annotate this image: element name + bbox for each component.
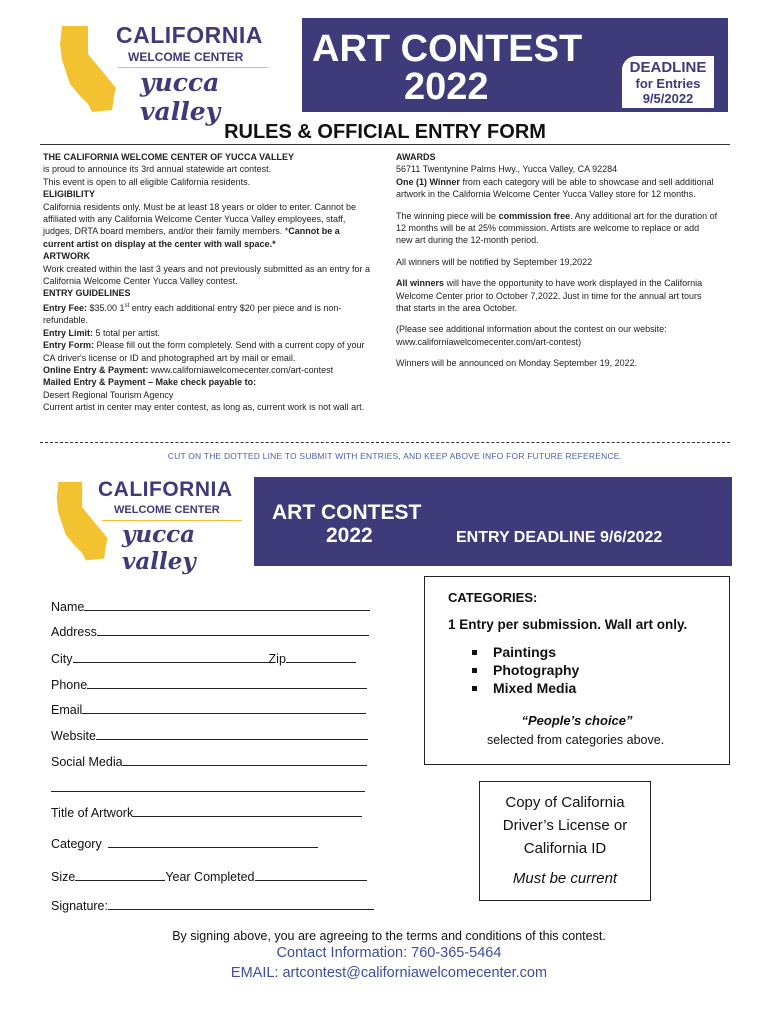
- social-media-input-line[interactable]: [123, 752, 367, 766]
- commission-bold: commission free: [498, 210, 571, 221]
- contact-email[interactable]: EMAIL: artcontest@californiawelcomecenter.com: [230, 965, 548, 981]
- category-item-photography: [472, 661, 579, 679]
- logo-california-text: CALIFORNIA: [116, 22, 263, 48]
- name-label: Name: [51, 600, 85, 614]
- see-info-text: (Please see additional information about the contest on our website: www.californiawelcomecenter.com/art-contest): [396, 324, 667, 347]
- entry-fee-sup: st: [124, 302, 130, 309]
- current-artist-text: Current artist in center may enter contest, as long as, current work is not wall art.: [43, 402, 365, 413]
- entry-fee-label: Entry Fee:: [43, 302, 88, 313]
- header-title-line1: ART CONTEST: [312, 28, 583, 70]
- entry-fee-paragraph: [43, 300, 373, 327]
- email-label: Email: [51, 703, 83, 717]
- deadline-date: 9/5/2022: [642, 91, 694, 106]
- top-logo: [58, 18, 273, 126]
- intro-heading: THE CALIFORNIA WELCOME CENTER OF YUCCA VALLEY: [43, 152, 294, 162]
- year-input-line[interactable]: [255, 867, 367, 881]
- signature-label: Signature:: [51, 899, 108, 913]
- zip-input-line[interactable]: [286, 649, 356, 663]
- category-item-label: Mixed Media: [493, 680, 577, 696]
- awards-heading: AWARDS: [396, 152, 436, 162]
- category-item-label: Photography: [493, 662, 580, 678]
- cut-note: CUT ON THE DOTTED LINE TO SUBMIT WITH ENTRIES, AND KEEP ABOVE INFO FOR FUTURE REFERENCE.: [167, 451, 623, 461]
- website-input-line[interactable]: [96, 726, 368, 740]
- deadline-label: DEADLINE: [629, 59, 707, 76]
- email-field[interactable]: [51, 700, 366, 717]
- category-input-line[interactable]: [108, 834, 318, 848]
- commission-text-a: The winning piece will be: [396, 210, 499, 221]
- rules-title: RULES & OFFICIAL ENTRY FORM: [224, 121, 546, 143]
- commission-text-b: . Any additional art for the duration of 12 months will be at 25% commission. Artists are welcome to replace or add new art during the 12-month period.: [396, 210, 718, 246]
- social-media-input-line-2[interactable]: [51, 778, 365, 792]
- year-label: Year Completed: [165, 870, 255, 884]
- social-media-extra-line[interactable]: [51, 778, 365, 795]
- opportunity-paragraph: [396, 277, 718, 314]
- form-banner-title-line2: 2022: [326, 524, 373, 547]
- terms-text: By signing above, you are agreeing to the terms and conditions of this contest.: [172, 929, 606, 943]
- eligibility-heading: ELIGIBILITY: [43, 189, 96, 200]
- city-zip-field[interactable]: [51, 649, 356, 666]
- title-input-line[interactable]: [133, 803, 362, 817]
- logo-california-text: CALIFORNIA: [98, 478, 233, 501]
- phone-field[interactable]: [51, 675, 367, 692]
- category-field[interactable]: [51, 834, 318, 851]
- website-field[interactable]: [51, 726, 368, 743]
- size-input-line[interactable]: [75, 867, 165, 881]
- entry-form-text: Please fill out the form completely. Send with a current copy of your CA driver's license or ID and photographed art by mail or email.: [43, 340, 365, 363]
- deadline-for-entries: for Entries: [635, 76, 701, 91]
- eligibility-paragraph: [43, 201, 373, 251]
- peoples-choice-heading: “People’s choice”: [521, 713, 633, 728]
- name-input-line[interactable]: [84, 597, 370, 611]
- mailed-entry-label: Mailed Entry & Payment – Make check payable to:: [43, 377, 257, 388]
- license-line-1: Copy of California: [505, 794, 625, 811]
- category-item-paintings: [472, 643, 579, 661]
- size-label: Size: [51, 870, 76, 884]
- payee-text: Desert Regional Tourism Agency: [43, 389, 174, 400]
- entry-form-label: Entry Form:: [43, 340, 95, 351]
- signature-input-line[interactable]: [108, 896, 374, 910]
- license-line-2: Driver’s License or: [502, 817, 628, 834]
- categories-heading: CATEGORIES:: [448, 590, 538, 605]
- cut-dotted-line: [40, 442, 730, 443]
- opportunity-bold: All winners: [396, 278, 445, 289]
- notified-text: All winners will be notified by September 19,2022: [396, 256, 593, 267]
- license-line-3: California ID: [523, 840, 607, 857]
- title-label: Title of Artwork: [51, 806, 134, 820]
- online-entry-paragraph: [43, 364, 373, 376]
- artwork-text: Work created within the last 3 years and not previously submitted as an entry for a California Welcome Center Yucca Valley contest.: [43, 263, 370, 287]
- bullet-icon: [472, 668, 477, 673]
- size-year-field[interactable]: [51, 867, 367, 884]
- awards-address: 56711 Twentynine Palms Hwy., Yucca Valley, CA 92284: [396, 164, 618, 175]
- categories-box: [424, 576, 730, 765]
- address-input-line[interactable]: [97, 622, 369, 636]
- categories-list: [472, 643, 579, 697]
- categories-subheading: 1 Entry per submission. Wall art only.: [448, 617, 688, 632]
- online-entry-label: Online Entry & Payment:: [43, 364, 149, 375]
- license-line-4: Must be current: [512, 870, 618, 887]
- website-label: Website: [51, 729, 96, 743]
- category-item-mixed-media: [472, 679, 579, 697]
- guidelines-heading: ENTRY GUIDELINES: [43, 288, 131, 299]
- winner-paragraph: [396, 176, 718, 201]
- form-banner-title-line1: ART CONTEST: [272, 501, 422, 524]
- address-label: Address: [51, 625, 97, 639]
- license-box: [479, 781, 651, 901]
- category-label: Category: [51, 837, 102, 851]
- deadline-tab: [622, 56, 714, 108]
- form-banner-deadline: ENTRY DEADLINE 9/6/2022: [456, 529, 663, 546]
- name-field[interactable]: [51, 597, 370, 614]
- eligibility-text: California residents only. Must be at least 18 years or older to enter. Cannot be affiliated with any California Welcome Center Yucca Valley employees, staff, judges, DRTA board members, and/or their family members. *: [43, 201, 357, 237]
- entry-limit-text: 5 total per artist.: [93, 327, 161, 338]
- signature-field[interactable]: [51, 896, 374, 913]
- commission-paragraph: [396, 210, 718, 247]
- rules-title-rule: [40, 144, 730, 145]
- contact-phone: Contact Information: 760-365-5464: [276, 945, 502, 961]
- category-item-label: Paintings: [493, 644, 557, 660]
- opportunity-text: will have the opportunity to have work displayed in the California Welcome Center prior to October 7,2022. Just in time for the annual art tours that starts in the area October.: [396, 278, 703, 314]
- rules-right-column: [396, 151, 718, 370]
- eligibility-bold: Cannot be a current artist on display at the center with wall space.*: [43, 226, 340, 249]
- title-field[interactable]: [51, 803, 362, 820]
- header-banner: [302, 18, 728, 112]
- intro-line-1: is proud to announce its 3rd annual statewide art contest.: [43, 164, 272, 175]
- entry-fee-text-b: entry each additional entry $20 per piece and is non-refundable.: [43, 302, 342, 326]
- email-input-line[interactable]: [82, 700, 366, 714]
- logo-yucca-valley-text: yucca valley: [140, 68, 221, 126]
- form-banner: [254, 477, 732, 566]
- rules-left-column: [43, 151, 373, 414]
- address-field[interactable]: [51, 622, 369, 639]
- social-media-label: Social Media: [51, 755, 123, 769]
- bullet-icon: [472, 686, 477, 691]
- header-title-line2: 2022: [404, 66, 489, 108]
- winner-text: from each category will be able to showcase and sell additional artwork in the California Welcome Center Yucca Valley store for 12 months.: [396, 176, 714, 200]
- entry-limit-paragraph: [43, 327, 373, 339]
- peoples-choice-subtext: selected from categories above.: [487, 733, 665, 747]
- entry-fee-text-a: $35.00 1: [87, 302, 125, 313]
- online-entry-link[interactable]: www.californiawelcomecenter.com/art-contest: [148, 364, 334, 375]
- city-label: City: [51, 652, 73, 666]
- city-input-line[interactable]: [73, 649, 269, 663]
- logo-welcome-center-text: WELCOME CENTER: [128, 50, 244, 64]
- phone-input-line[interactable]: [87, 675, 367, 689]
- entry-limit-label: Entry Limit:: [43, 327, 94, 338]
- winner-bold: One (1) Winner: [396, 176, 460, 187]
- logo-yucca-valley-text: yucca valley: [122, 521, 196, 575]
- phone-label: Phone: [51, 678, 88, 692]
- intro-line-2: This event is open to all eligible California residents.: [43, 176, 251, 187]
- artwork-heading: ARTWORK: [43, 251, 90, 262]
- form-logo: [54, 474, 254, 575]
- announced-text: Winners will be announced on Monday September 19, 2022.: [396, 358, 638, 369]
- social-media-field[interactable]: [51, 752, 367, 769]
- zip-label: Zip: [268, 652, 286, 666]
- bullet-icon: [472, 650, 477, 655]
- california-state-icon: [58, 24, 122, 116]
- entry-form-paragraph: [43, 339, 373, 364]
- logo-welcome-center-text: WELCOME CENTER: [114, 504, 220, 516]
